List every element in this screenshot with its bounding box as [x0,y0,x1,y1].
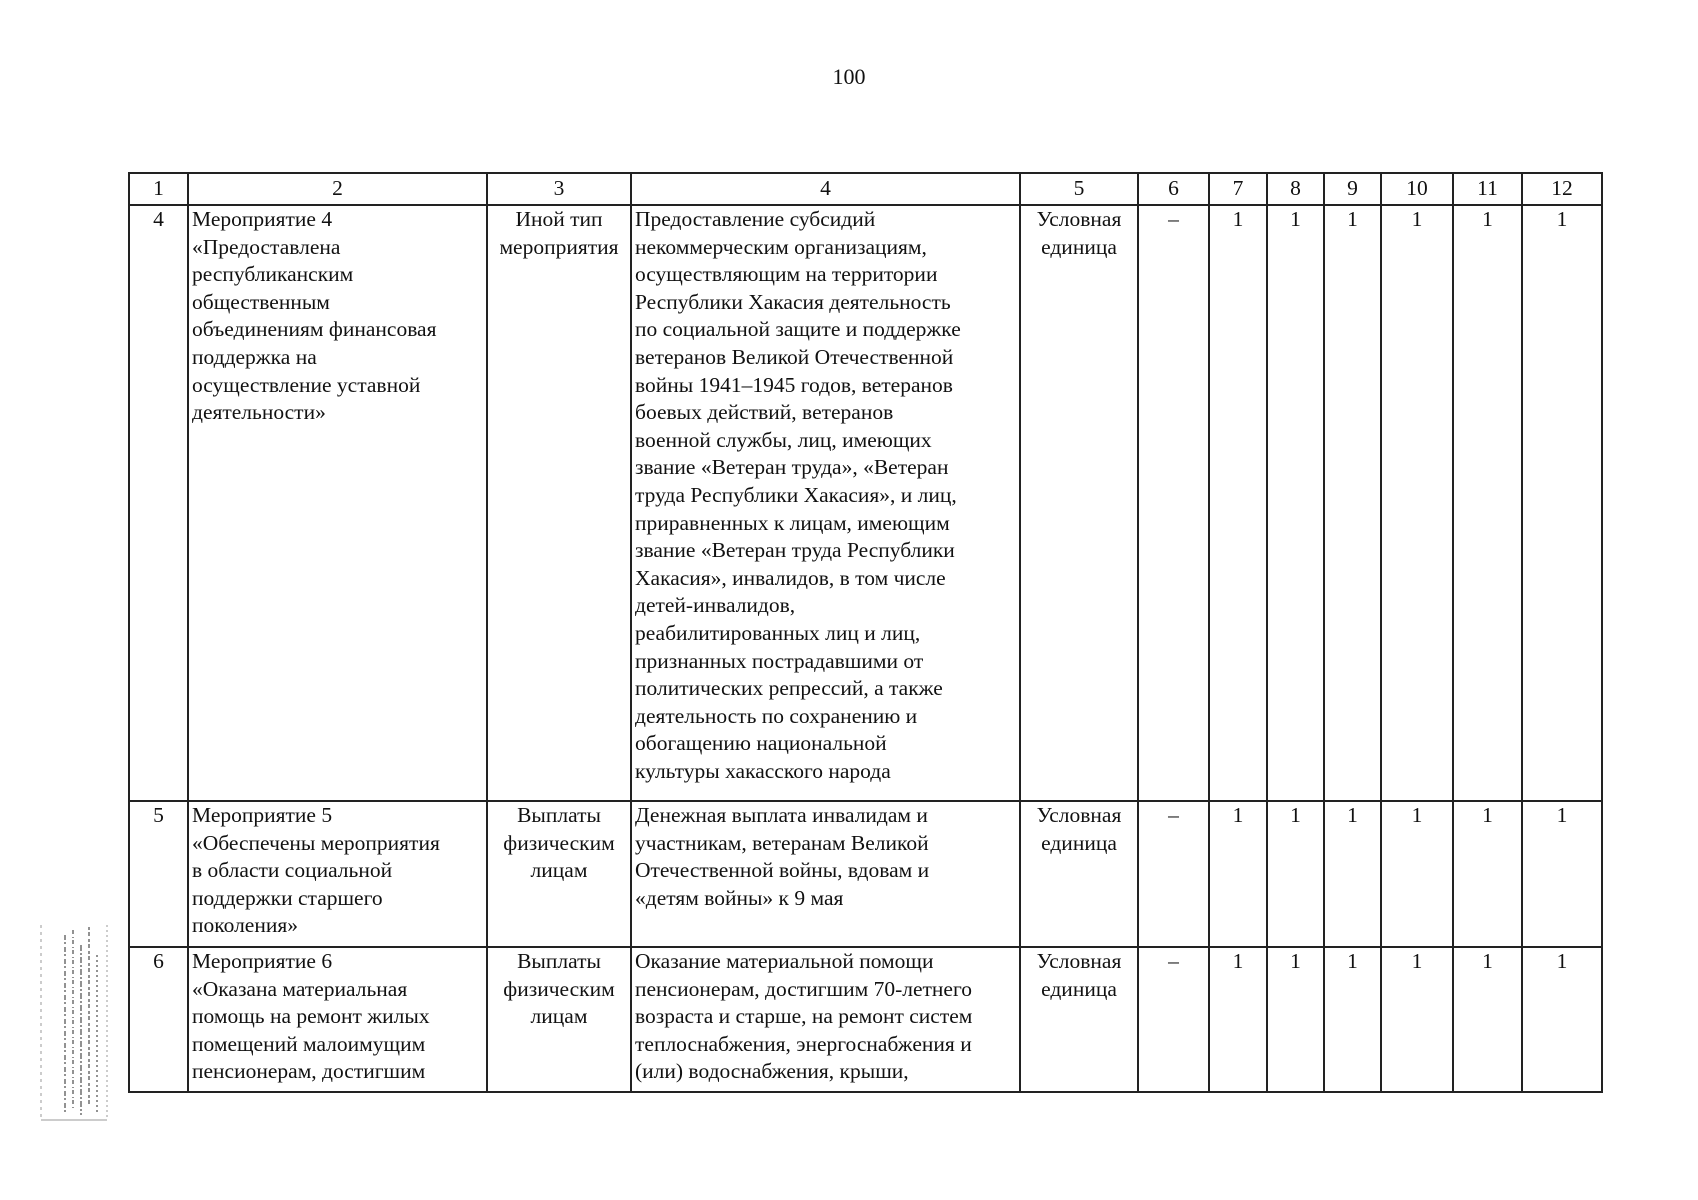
value-cell-10: 1 [1381,947,1453,1092]
table-row [129,801,1602,947]
table-row [129,947,1602,1092]
column-header-5: 5 [1020,173,1138,205]
column-header-10: 10 [1381,173,1453,205]
unit-cell [1020,947,1138,1092]
measure-type-text: Выплаты физическим лицам [503,803,615,883]
measure-type-cell [487,205,631,801]
column-header-8: 8 [1267,173,1324,205]
value-cell-10: 1 [1381,205,1453,801]
value-cell-12: 1 [1522,801,1602,947]
measure-description-text: Оказание материальной помощи пенсионерам, достигшим 70-летнего возраста и старше, на ремонт систем теплоснабжения, энергоснабжения и (или) водоснабжения, крыши, [635,949,973,1084]
measure-description-cell [631,801,1020,947]
column-header-2: 2 [188,173,487,205]
row-number-cell: 5 [129,801,188,947]
column-header-9: 9 [1324,173,1381,205]
value-cell-8: 1 [1267,205,1324,801]
column-header-1: 1 [129,173,188,205]
unit-cell [1020,801,1138,947]
measure-name-cell [188,801,487,947]
measure-description-text: Денежная выплата инвалидам и участникам, ветеранам Великой Отечественной войны, вдовам и «детям войны» к 9 мая [635,803,930,910]
unit-text: Условная единица [1036,803,1122,855]
value-cell-9: 1 [1324,205,1381,801]
measure-description-cell [631,205,1020,801]
measure-description-cell [631,947,1020,1092]
value-cell-6: – [1138,801,1209,947]
registration-stamp-mark [35,915,113,1130]
column-header-6: 6 [1138,173,1209,205]
row-number-cell: 4 [129,205,188,801]
column-header-11: 11 [1453,173,1522,205]
page-number: 100 [832,64,866,89]
value-cell-6: – [1138,947,1209,1092]
measure-type-cell [487,947,631,1092]
value-cell-11: 1 [1453,801,1522,947]
measure-type-text: Иной тип мероприятия [499,207,619,259]
value-cell-8: 1 [1267,947,1324,1092]
value-cell-8: 1 [1267,801,1324,947]
column-header-3: 3 [487,173,631,205]
program-measures-table [128,172,1603,1093]
value-cell-10: 1 [1381,801,1453,947]
value-cell-6: – [1138,205,1209,801]
value-cell-12: 1 [1522,947,1602,1092]
value-cell-11: 1 [1453,205,1522,801]
column-header-7: 7 [1209,173,1267,205]
column-header-12: 12 [1522,173,1602,205]
table-row [129,205,1602,801]
measure-type-cell [487,801,631,947]
measure-description-text: Предоставление субсидий некоммерческим организациям, осуществляющим на территории Республики Хакасия деятельность по социальной защите и поддержке ветеранов Великой Отечественной войны 1941–1945 годов, ветеранов боевых действий, ветеранов военной службы, лиц, имеющих звание «Ветеран труда», «Ветеран труда Республики Хакасия», и лиц, приравненных к лицам, имеющим звание «Ветеран труда Республики Хакасия», инвалидов, в том числе детей-инвалидов, реабилитированных лиц и лиц, признанных пострадавшими от политических репрессий, а также деятельность по сохранению и обогащению национальной культуры хакасского народа [635,207,961,783]
unit-text: Условная единица [1036,207,1122,259]
measure-name-text: Мероприятие 6 «Оказана материальная помощь на ремонт жилых помещений малоимущим пенсионерам, достигшим [192,949,430,1084]
column-header-4: 4 [631,173,1020,205]
row-number-cell: 6 [129,947,188,1092]
value-cell-7: 1 [1209,205,1267,801]
unit-cell [1020,205,1138,801]
value-cell-9: 1 [1324,801,1381,947]
measure-name-cell [188,205,487,801]
table-header-row [129,173,1602,205]
measure-name-text: Мероприятие 5 «Обеспечены мероприятия в области социальной поддержки старшего поколения» [192,803,440,938]
measure-type-text: Выплаты физическим лицам [503,949,615,1029]
measure-name-cell [188,947,487,1092]
value-cell-7: 1 [1209,947,1267,1092]
unit-text: Условная единица [1036,949,1122,1001]
value-cell-7: 1 [1209,801,1267,947]
measure-name-text: Мероприятие 4 «Предоставлена республиканским общественным объединениям финансовая поддержка на осуществление уставной деятельности» [192,207,437,425]
value-cell-9: 1 [1324,947,1381,1092]
value-cell-11: 1 [1453,947,1522,1092]
value-cell-12: 1 [1522,205,1602,801]
